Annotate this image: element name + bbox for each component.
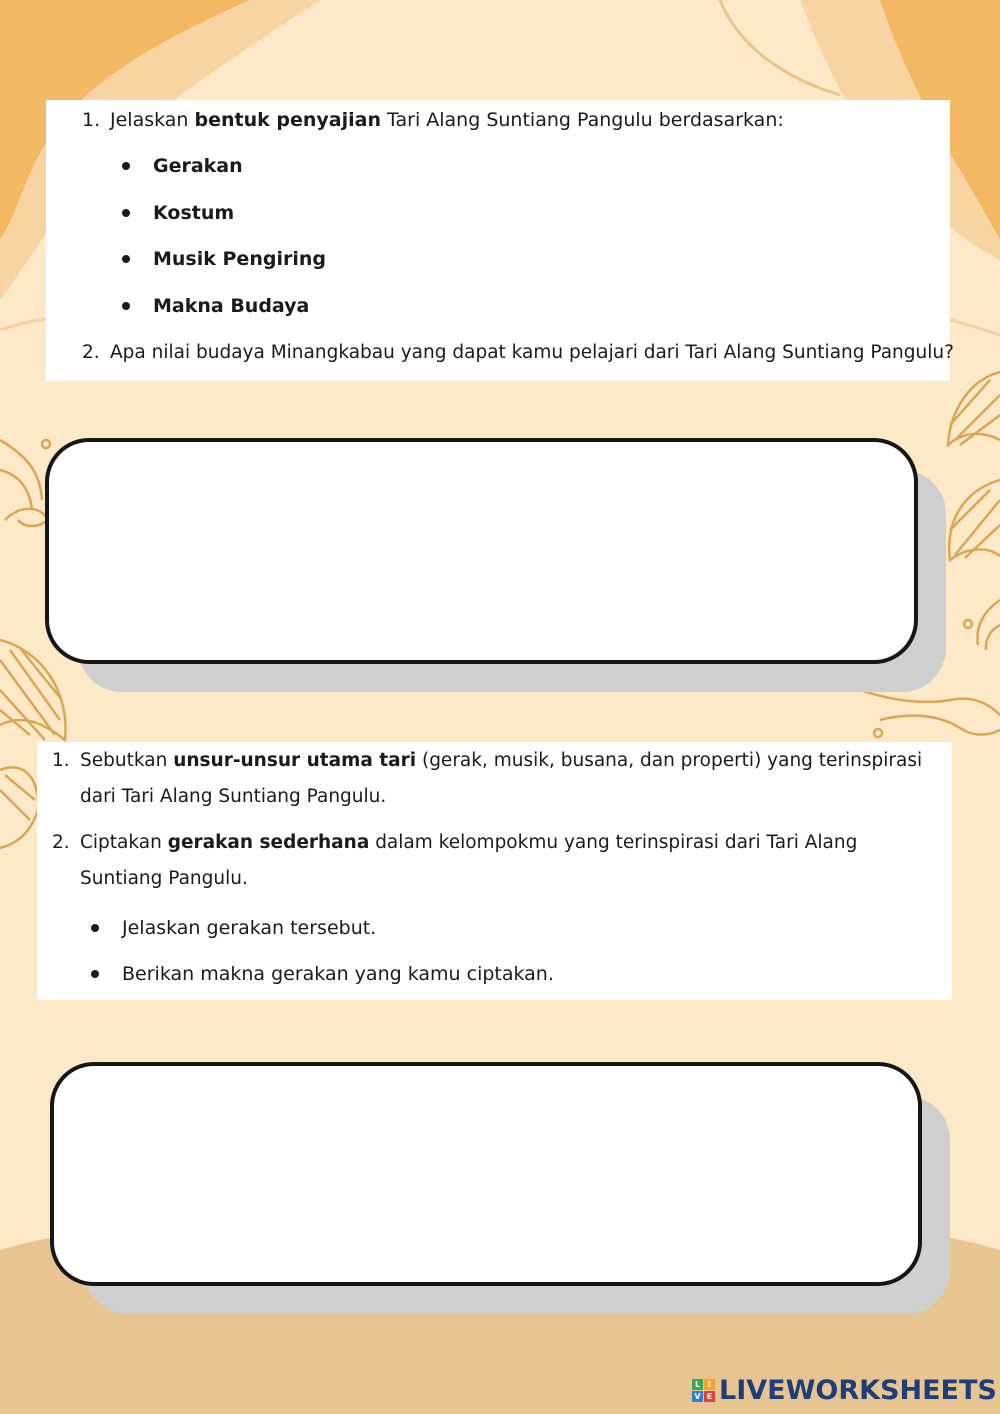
question-1-1: [82, 102, 784, 138]
bullet-item: [91, 913, 376, 943]
question-text-pre: Sebutkan: [80, 750, 174, 771]
bullet-text: Kostum: [153, 202, 235, 224]
logo-icon: [692, 1379, 715, 1402]
question-2-2: [52, 825, 902, 897]
bullet-item: [91, 959, 554, 989]
bullet-text: Berikan makna gerakan yang kamu ciptakan.: [122, 963, 554, 985]
question-text-post: dalam kelompokmu yang terinspirasi dari Tari Alang Suntiang Pangulu.: [80, 832, 858, 889]
question-number: 2.: [82, 342, 100, 363]
bullet-dot: [122, 209, 130, 217]
bullet-dot: [122, 302, 130, 310]
bullet-dot: [91, 924, 99, 932]
question-text: Apa nilai budaya Minangkabau yang dapat kamu pelajari dari Tari Alang Suntiang Pangulu?: [110, 342, 954, 363]
bullet-item: [122, 198, 234, 228]
bullet-text: Musik Pengiring: [153, 248, 326, 270]
bullet-dot: [122, 162, 130, 170]
bullet-item: [122, 151, 243, 181]
question-text-pre: Jelaskan: [110, 109, 195, 131]
bullet-item: [122, 291, 309, 321]
question-text-bold: bentuk penyajian: [194, 109, 381, 131]
question-box-2: [37, 742, 952, 1000]
question-text-post: Tari Alang Suntiang Pangulu berdasarkan:: [380, 109, 784, 131]
question-text-bold: gerakan sederhana: [167, 832, 370, 853]
question-1-2: [82, 335, 954, 371]
bullet-text: Makna Budaya: [153, 295, 310, 317]
question-number: 1.: [52, 750, 70, 771]
logo-letter: I: [704, 1379, 715, 1390]
bullet-text: Gerakan: [153, 155, 243, 177]
question-text-pre: Ciptakan: [80, 832, 168, 853]
logo-letter: L: [692, 1379, 703, 1390]
question-text-bold: unsur-unsur utama tari: [173, 750, 417, 771]
question-text-post: (gerak, musik, busana, dan properti) yang terinspirasi dari Tari Alang Suntiang Pangulu.: [80, 750, 923, 807]
bullet-text: Jelaskan gerakan tersebut.: [122, 917, 377, 939]
bullet-item: [122, 244, 326, 274]
bullet-dot: [122, 255, 130, 263]
liveworksheets-logo[interactable]: [692, 1373, 997, 1407]
bullet-dot: [91, 970, 99, 978]
question-2-1: [52, 743, 942, 815]
logo-text: LIVEWORKSHEETS: [719, 1374, 997, 1406]
question-box-1: [46, 100, 954, 381]
question-number: 1.: [82, 109, 101, 131]
answer-box-1[interactable]: [45, 438, 918, 664]
question-number: 2.: [52, 832, 70, 853]
answer-box-2[interactable]: [50, 1062, 922, 1286]
logo-letter: E: [704, 1391, 715, 1402]
logo-letter: V: [692, 1391, 703, 1402]
